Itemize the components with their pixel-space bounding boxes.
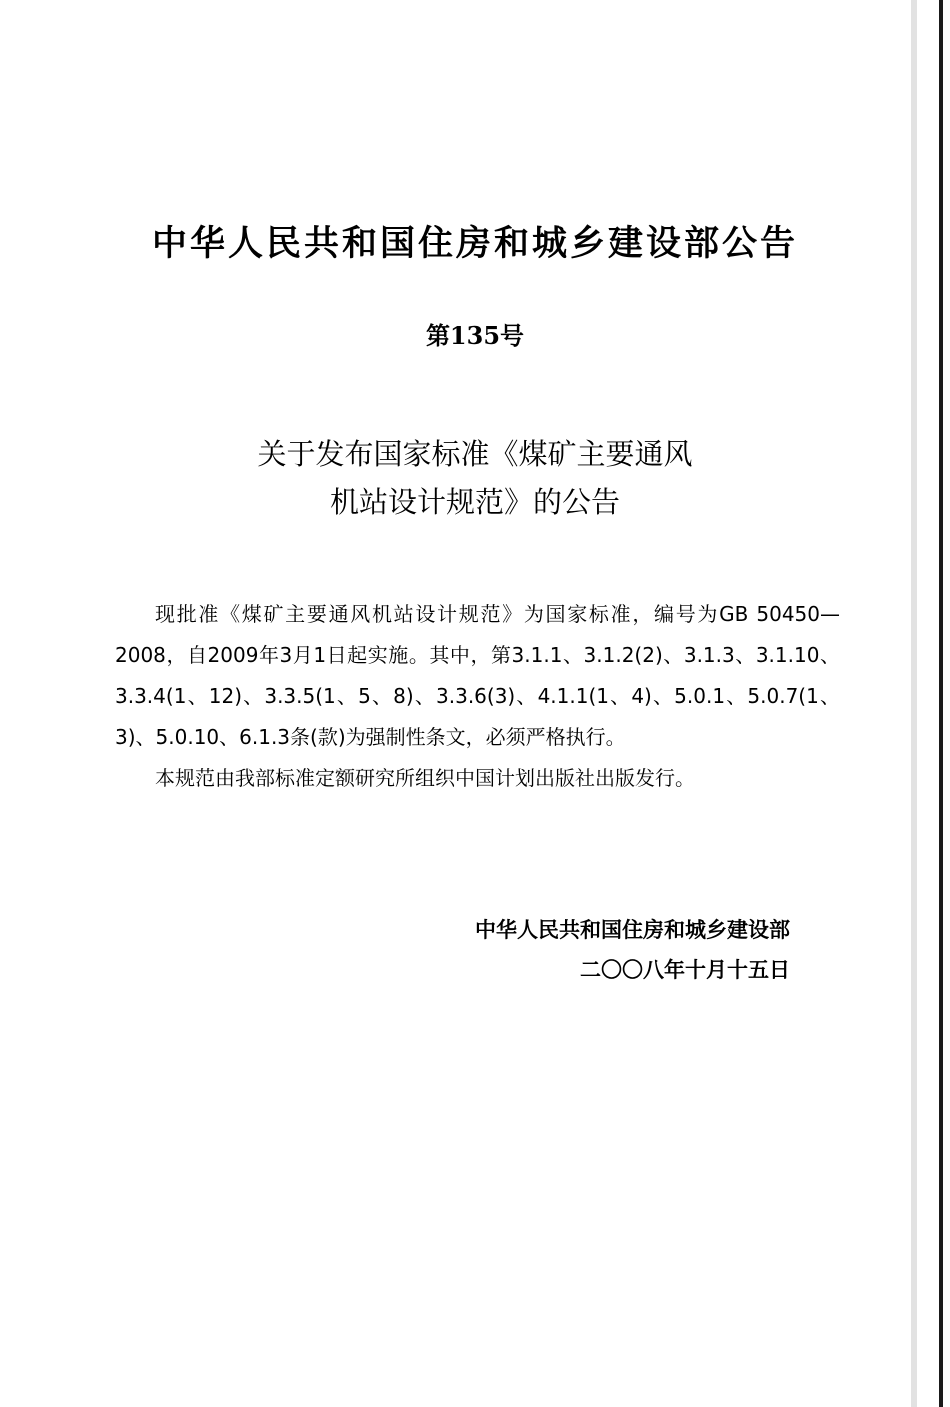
signature-organization: 中华人民共和国住房和城乡建设部 (475, 918, 790, 942)
signature-date: 二〇〇八年十月十五日 (580, 958, 790, 982)
subtitle-line-2: 机站设计规范》的公告 (329, 485, 620, 519)
announcement-title: 中华人民共和国住房和城乡建设部公告 (151, 224, 798, 264)
signature-block (0, 910, 790, 990)
body-paragraph-1: 现批准《煤矿主要通风机站设计规范》为国家标准，编号为GB 50450—2008，自2009年3月1日起实施。其中，第3.1.1、3.1.2(2)、3.1.3、3.1.10、3.3.4(1、12)、3.3.5(1、5、8)、3.3.6(3)、4.1.1(1、4)、5.0.1、5.0.7(1、3)、5.0.10、6.1.3条(款)为强制性条文，必须严格执行。 (115, 602, 840, 749)
announcement-body (115, 594, 840, 799)
scan-edge-shadow (911, 0, 917, 1407)
body-paragraph-2: 本规范由我部标准定额研究所组织中国计划出版社出版发行。 (155, 766, 695, 790)
scan-edge-line (939, 0, 943, 1407)
announcement-number: 第135号 (425, 321, 525, 350)
announcement-subtitle (0, 430, 950, 526)
subtitle-line-1: 关于发布国家标准《煤矿主要通风 (257, 437, 693, 471)
